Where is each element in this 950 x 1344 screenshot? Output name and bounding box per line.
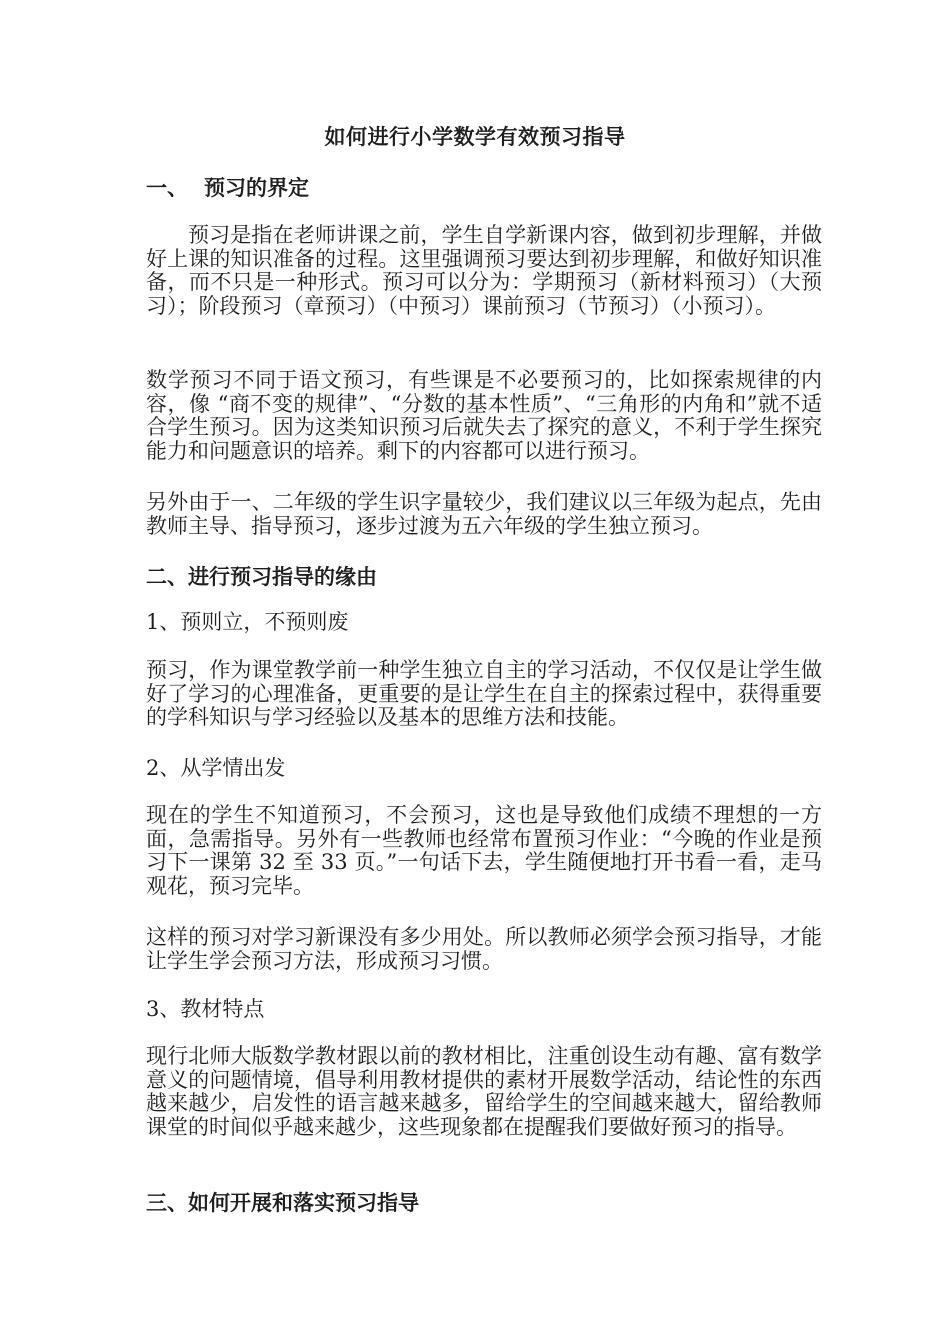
paragraph-grade-levels: 另外由于一、二年级的学生识字量较少，我们建议以三年级为起点，先由教师主导、指导预习，逐步过渡为五六年级的学生独立预习。 — [146, 490, 822, 538]
paragraph-definition: 预习是指在老师讲课之前，学生自学新课内容，做到初步理解，并做好上课的知识准备的过程。这里强调预习要达到初步理解，和做好知识准备，而不只是一种形式。预习可以分为：学期预习（新材料预习）（大预习）；阶段预习（章预习）（中预习）课前预习（节预习）（小预习）。 — [146, 223, 822, 319]
section-heading-2: 二、进行预习指导的缘由 — [146, 564, 377, 589]
section-title: 预习的界定 — [204, 175, 309, 200]
section-heading-3: 三、如何开展和落实预习指导 — [146, 1190, 419, 1215]
subheading-2: 2、从学情出发 — [146, 756, 286, 780]
subheading-3: 3、教材特点 — [146, 997, 265, 1021]
section-number: 一、 — [146, 175, 188, 200]
paragraph-preview-usefulness: 这样的预习对学习新课没有多少用处。所以教师必须学会预习指导，才能让学生学会预习方法，形成预习习惯。 — [146, 925, 822, 973]
section-heading-1 — [146, 175, 822, 201]
paragraph-math-preview: 数学预习不同于语文预习，有些课是不必要预习的，比如探索规律的内容，像 “商不变的规律”、“分数的基本性质”、“三角形的内角和”就不适合学生预习。因为这类知识预习后就失去了探究的意义，不利于学生探究能力和问题意识的培养。剩下的内容都可以进行预习。 — [146, 368, 822, 464]
paragraph-student-situation: 现在的学生不知道预习，不会预习，这也是导致他们成绩不理想的一方面，急需指导。另外有一些教师也经常布置预习作业：“今晚的作业是预习下一课第 32 至 33 页。”一句话下去，学生随便地打开书看一看，走马观花，预习完毕。 — [146, 803, 822, 899]
paragraph-preparation: 预习，作为课堂教学前一种学生独立自主的学习活动，不仅仅是让学生做好了学习的心理准备，更重要的是让学生在自主的探索过程中，获得重要的学科知识与学习经验以及基本的思维方法和技能。 — [146, 658, 822, 730]
page-title: 如何进行小学数学有效预习指导 — [324, 124, 626, 149]
paragraph-textbook: 现行北师大版数学教材跟以前的教材相比，注重创设生动有趣、富有数学意义的问题情境，倡导利用教材提供的素材开展数学活动，结论性的东西越来越少，启发性的语言越来越多，留给学生的空间越来越大，留给教师课堂的时间似乎越来越少，这些现象都在提醒我们要做好预习的指导。 — [146, 1044, 822, 1140]
subheading-1: 1、预则立，不预则废 — [146, 610, 349, 634]
